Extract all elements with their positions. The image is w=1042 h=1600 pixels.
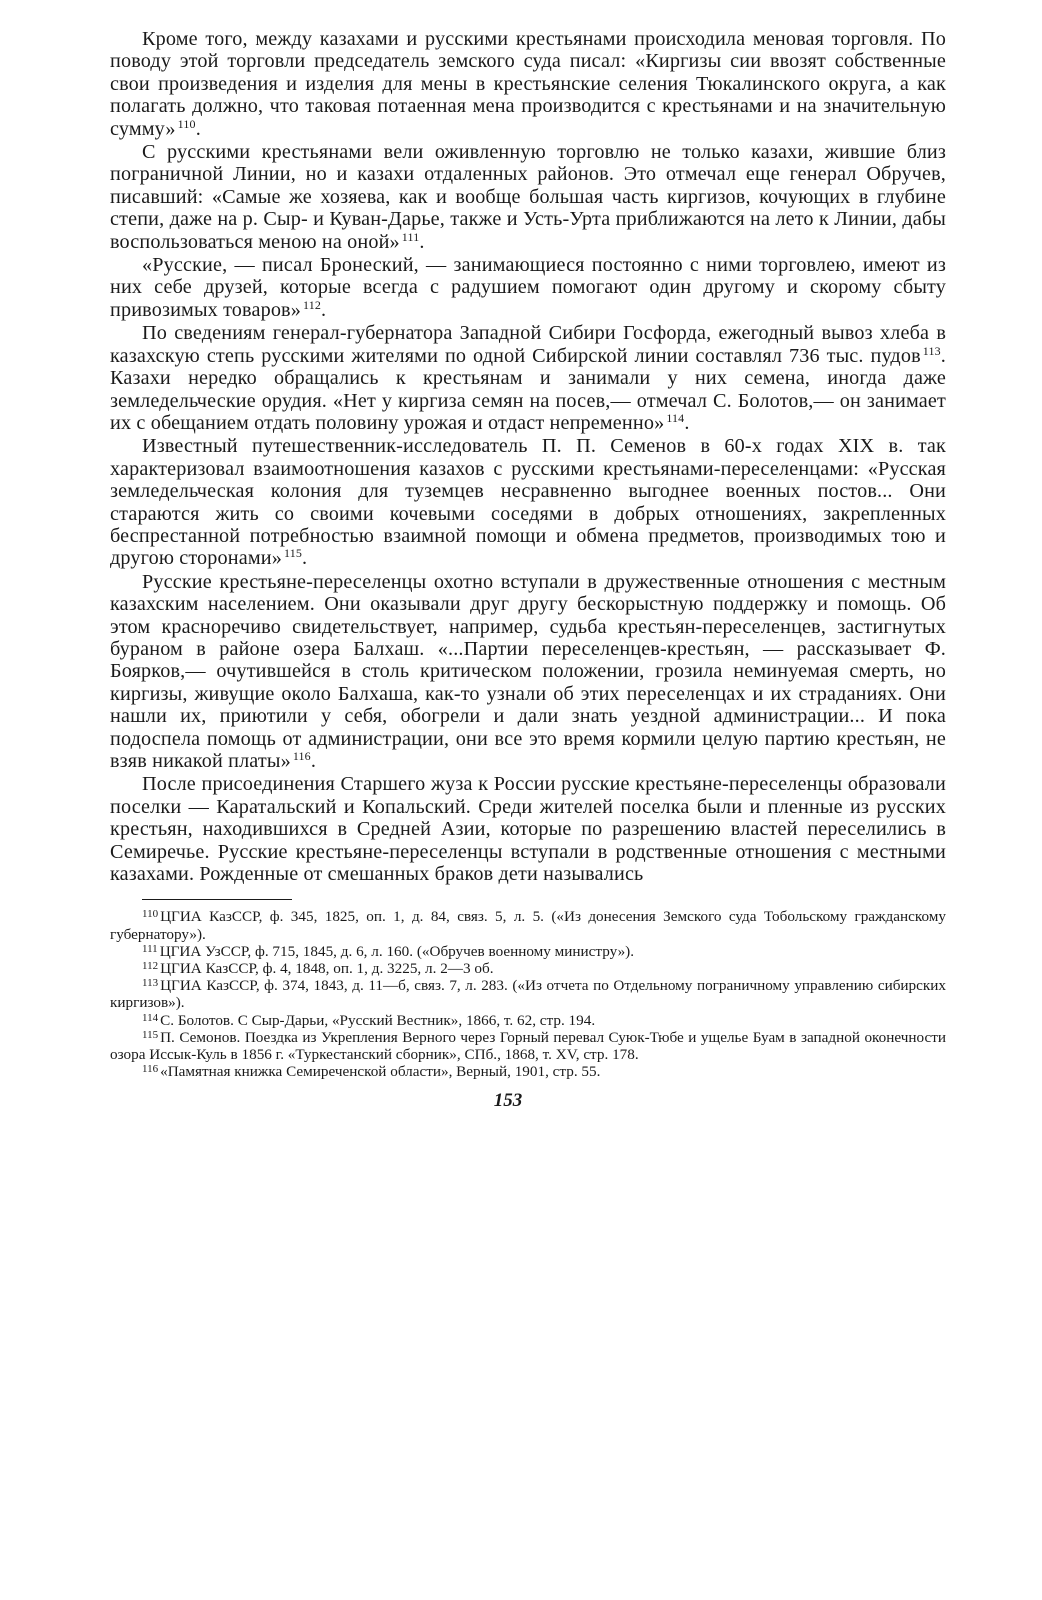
paragraph-text: «Русские, — писал Бронеский, — занимающиеся постоянно с ними торговлею, имеют из них себе друзей, которые всегда с радушием помогают один другому и скорому сбыту привозимых товаров» (110, 254, 946, 321)
footnote-number: 111 (142, 942, 158, 955)
footnotes (110, 908, 946, 1080)
footnote-ref: 116 (292, 749, 311, 763)
paragraph-text: По сведениям генерал-губернатора Западной Сибири Госфорда, ежегодный вывоз хлеба в казахскую степь русскими жителями по одной Сибирской линии составлял 736 тыс. пудов (110, 322, 946, 367)
footnote (110, 1029, 946, 1063)
footnote-ref: 112 (302, 297, 321, 312)
paragraph (110, 773, 946, 885)
paragraph-text: Кроме того, между казахами и русскими крестьянами происходила меновая торговля. По поводу этой торговли председатель земского суда писал: «Киргизы сии ввозят собственные свои произведения и изделия для мены в крестьянские селения Тюкалинского округа, а как полагать должно, что таковая потаенная мена производится с крестьянами и на значительную сумму» (110, 28, 946, 140)
footnote (110, 1063, 946, 1080)
footnote-number: 115 (142, 1028, 159, 1041)
footnote-ref: 115 (283, 546, 302, 561)
main-text (110, 28, 946, 885)
footnote-divider (142, 899, 292, 900)
paragraph-text: Известный путешественник-исследователь П. П. Семенов в 60-х годах XIX в. так характеризовал взаимоотношения казахов с русскими крестьянами-переселенцами: «Русская земледельческая колония для туземцев несравненно выгоднее военных постов... Они стараются жить со своими кочевыми соседями в добрых отношениях, закрепленных беспрестанной потребностью взаимной помощи и обмена предметов, производимых тою и другою сторонами» (110, 435, 946, 570)
footnote-ref: 113 (922, 343, 941, 358)
paragraph-text-cont: . Казахи нередко обращались к крестьянам и занимали у них семена, иногда даже земледельческие орудия. «Нет у киргиза семян на посев,— отмечал С. Болотов,— он занимает их с обещанием отдать половину урожая и отдаст непременно» (110, 344, 946, 434)
footnote (110, 1012, 946, 1029)
footnote-text: ЦГИА КазССР, ф. 4, 1848, оп. 1, д. 3225, л. 2—3 об. (160, 960, 494, 978)
footnote-text: «Памятная книжка Семиреченской области», Верный, 1901, стр. 55. (160, 1063, 601, 1081)
footnote-number: 116 (142, 1063, 159, 1076)
paragraph-text: Русские крестьяне-переселенцы охотно вступали в дружественные отношения с местным казахским населением. Они оказывали друг другу бескорыстную поддержку и помощь. Об этом красноречиво свидетельствует, например, судьба крестьян-переселенцев, застигнутых бураном в районе озера Балхаш. «...Партии переселенцев-крестьян, — рассказывает Ф. Боярков,— очутившейся в столь критическом положении, грозила неминуемая смерть, но киргизы, живущие около Балхаша, как-то узнали об этих переселенцах и их страданиях. Они нашли их, приютили у себя, обогрели и дали знать уездной администрации... И пока подоспела помощь от администрации, они все это время кормили целую партию крестьян, не взяв никакой платы» (110, 570, 946, 772)
paragraph: «Русские, — писал Бронеский, — занимающиеся постоянно с ними торговлею, имеют из них себе друзей, которые всегда с радушием помогают один другому и скорому сбыту привозимых товаров» $^{112}$. (110, 254, 946, 321)
footnote (110, 908, 946, 942)
page-number: 153 (493, 1090, 523, 1112)
paragraph-text: После присоединения Старшего жуза к России русские крестьяне-переселенцы образовали поселки — Каратальский и Копальский. Среди жителей поселка были и пленные из русских крестьян, находившихся в Средней Азии, которые по разрешению властей переселились в Семиречье. Русские крестьяне-переселенцы вступали в родственные отношения с местными казахами. Рожденные от смешанных браков дети назывались (110, 773, 946, 886)
paragraph: По сведениям генерал-губернатора Западной Сибири Госфорда, ежегодный вывоз хлеба в казахскую степь русскими жителями по одной Сибирской линии составлял 736 тыс. пудов $^{113}$. Казахи нередко обращались к крестьянам и занимали у них семена, иногда даже земледельческие орудия. «Нет у киргиза семян на посев,— отмечал С. Болотов,— он занимает их с обещанием отдать половину урожая и отдаст непременно» $^{114}$. (110, 322, 946, 434)
paragraph: Русские крестьяне-переселенцы охотно вступали в дружественные отношения с местным казахским населением. Они оказывали друг другу бескорыстную поддержку и помощь. Об этом красноречиво свидетельствует, например, судьба крестьян-переселенцев, застигнутых бураном в районе озера Балхаш. «...Партии переселенцев-крестьян, — рассказывает Ф. Боярков,— очутившейся в столь критическом положении, грозила неминуемая смерть, но киргизы, живущие около Балхаша, как-то узнали об этих переселенцах и их страданиях. Они нашли их, приютили у себя, обогрели и дали знать уездной администрации... И пока подоспела помощь от администрации, они все это время кормили целую партию крестьян, не взяв никакой платы» $^{116}$. (110, 570, 946, 772)
footnote (110, 960, 946, 977)
footnote-text: П. Семонов. Поездка из Укрепления Верного через Горный перевал Суюк-Тюбе и ущелье Буам в западной оконечности озора Иссык-Куль в 1856 г. «Туркестанский сборник», СПб., 1868, т. XV, стр. 178. (110, 1028, 946, 1064)
paragraph: Известный путешественник-исследователь П. П. Семенов в 60-х годах XIX в. так характеризовал взаимоотношения казахов с русскими крестьянами-переселенцами: «Русская земледельческая колония для туземцев несравненно выгоднее военных постов... Они стараются жить со своими кочевыми соседями в добрых отношениях, закрепленных беспрестанной потребностью взаимной помощи и обмена предметов, производимых тою и другою сторонами» $^{115}$. (110, 435, 946, 570)
paragraph-text: С русскими крестьянами вели оживленную торговлю не только казахи, жившие близ пограничной Линии, но и казахи отдаленных районов. Это отмечал еще генерал Обручев, писавший: «Самые же хозяева, как и вообще большая часть киргизов, кочующих в глубине степи, даже на р. Сыр- и Куван-Дарье, также и Усть-Урта приближаются на лето к Линии, дабы воспользоваться меною на оной» (110, 141, 946, 253)
footnote-text: ЦГИА УзССР, ф. 715, 1845, д. 6, л. 160. («Обручев военному министру»). (159, 942, 635, 960)
footnote-number: 114 (142, 1011, 159, 1024)
footnote (110, 977, 946, 1011)
footnote (110, 943, 946, 960)
paragraph: Кроме того, между казахами и русскими крестьянами происходила меновая торговля. По поводу этой торговли председатель земского суда писал: «Киргизы сии ввозят собственные свои произведения и изделия для мены в крестьянские селения Тюкалинского округа, а как полагать должно, что таковая потаенная мена производится с крестьянами и на значительную сумму» $^{110}$. (110, 28, 946, 140)
footnote-number: 112 (142, 960, 159, 973)
footnote-number: 113 (142, 977, 159, 990)
footnote-ref: 111 (401, 229, 420, 244)
footnote-number: 110 (142, 908, 159, 921)
footnote-text: ЦГИА КазССР, ф. 345, 1825, оп. 1, д. 84, связ. 5, л. 5. («Из донесения Земского суда Тобольскому гражданскому губернатору»). (110, 908, 946, 943)
paragraph: С русскими крестьянами вели оживленную торговлю не только казахи, жившие близ пограничной Линии, но и казахи отдаленных районов. Это отмечал еще генерал Обручев, писавший: «Самые же хозяева, как и вообще большая часть киргизов, кочующих в глубине степи, даже на р. Сыр- и Куван-Дарье, также и Усть-Урта приближаются на лето к Линии, дабы воспользоваться меною на оной» $^{111}$. (110, 141, 946, 253)
footnote-ref: 110 (177, 116, 196, 131)
footnote-text: С. Болотов. С Сыр-Дарьи, «Русский Вестник», 1866, т. 62, стр. 194. (160, 1011, 596, 1029)
footnote-ref: 114 (666, 410, 685, 425)
footnote-text: ЦГИА КазССР, ф. 374, 1843, д. 11—б, связ. 7, л. 283. («Из отчета по Отдельному пограничному управлению сибирских киргизов»). (110, 977, 946, 1012)
